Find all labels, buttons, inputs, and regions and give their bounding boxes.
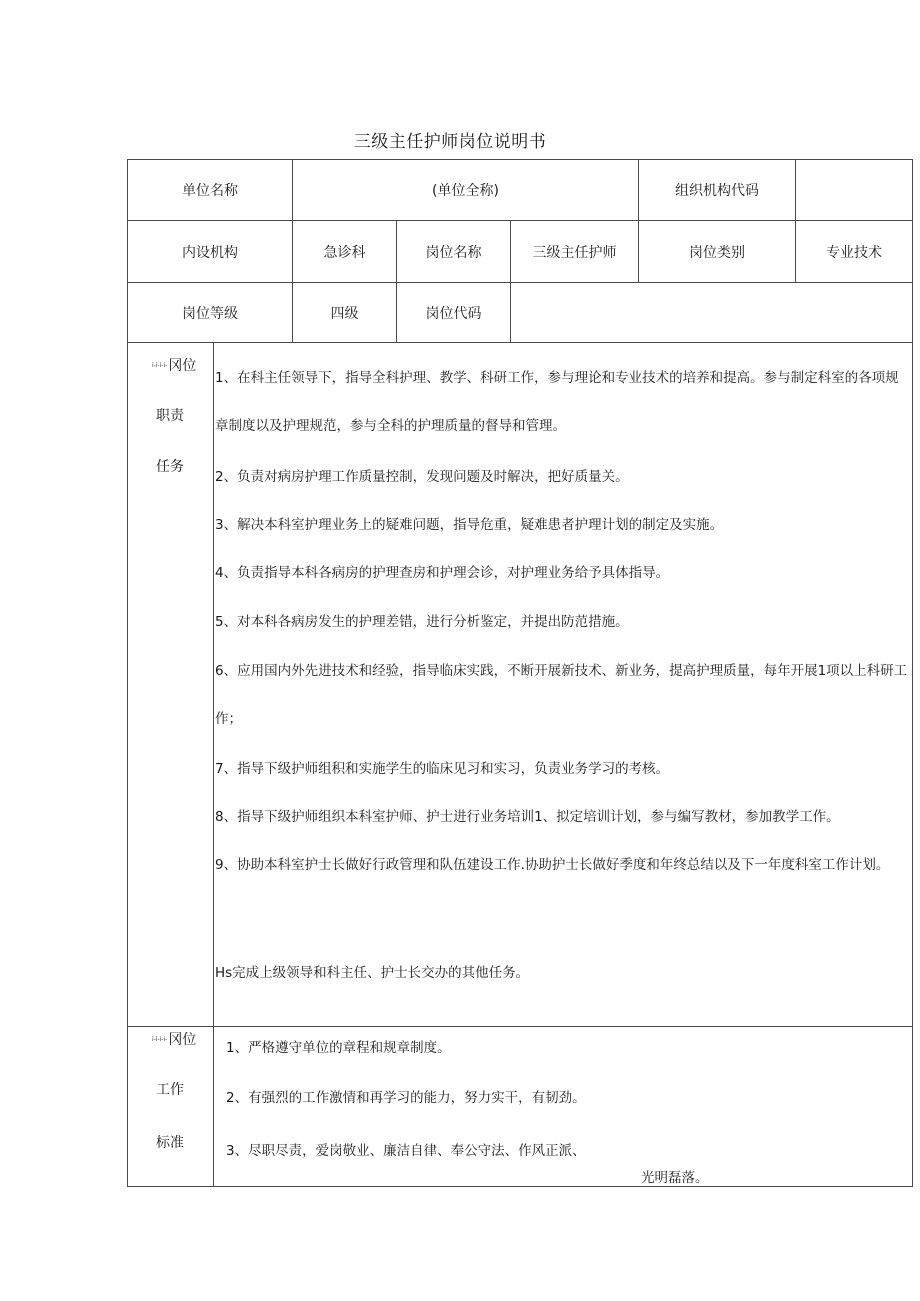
post-type-label: 岗位类别 — [689, 244, 745, 261]
standards-label-line3: 标准 — [156, 1135, 184, 1151]
post-type-value: 专业技术 — [826, 244, 882, 261]
duty-item-2: 2、负责对病房护理工作质量控制，发现问题及时解决，把好质量关。 — [215, 469, 629, 485]
duties-label-line2: 职责 — [156, 408, 184, 424]
unit-name-label: 单位名称 — [182, 183, 238, 199]
post-code-value — [511, 283, 912, 342]
standard-item-1: 1、严格遵守单位的章程和规章制度。 — [226, 1040, 451, 1056]
duty-item-10: Hs完成上级领导和科主任、护士长交办的其他任务。 — [215, 965, 530, 981]
dept-label: 内设机构 — [182, 244, 238, 261]
grade-label: 岗位等级 — [182, 305, 238, 322]
duty-item-5: 5、对本科各病房发生的护理差错，进行分析鉴定，并提出防范措施。 — [215, 614, 629, 630]
duty-item-1: 1、在科主任领导下，指导全科护理、教学、科研工作，参与理论和专业技术的培养和提高。参与制定科室的各项规章制度以及护理规范，参与全科的护理质量的督导和管理。 — [215, 370, 899, 434]
post-code-label: 岗位代码 — [425, 305, 482, 322]
grade-value: 四级 — [330, 305, 359, 322]
duties-label-line3: 任务 — [156, 459, 184, 475]
unit-name-value: (单位全称) — [432, 183, 499, 199]
standard-item-2: 2、有强烈的工作激情和再学习的能力，努力实干，有韧劲。 — [226, 1090, 586, 1106]
duty-item-6: 6、应用国内外先进技术和经验，指导临床实践，不断开展新技术、新业务，提高护理质量，每年开展1项以上科研工作； — [215, 663, 908, 727]
post-name-label: 岗位名称 — [425, 244, 482, 261]
org-code-label: 组织机构代码 — [675, 183, 759, 199]
duties-label-line1: $^{i-i-i-i-}$冈位 — [152, 358, 197, 374]
standard-item-3: 3、尽职尽责，爱岗敬业、廉洁自律、奉公守法、作风正派、 — [226, 1143, 586, 1159]
standards-label-line2: 工作 — [156, 1082, 184, 1098]
duty-item-7: 7、指导下级护师组积和实施学生的临床见习和实习，负责业务学习的考核。 — [215, 761, 670, 777]
duty-item-3: 3、解决本科室护理业务上的疑难问题，指导危重，疑难患者护理计划的制定及实施。 — [215, 517, 724, 533]
duty-item-4: 4、负责指导本科各病房的护理查房和护理会诊，对护理业务给予具体指导。 — [215, 565, 670, 581]
duty-item-8: 8、指导下级护师组织本科室护师、护士进行业务培训1、拟定培训计划，参与编写教材，参加教学工作。 — [215, 809, 840, 825]
duty-item-9: 9、协助本科室护士长做好行政管理和队伍建设工作.协助护士长做好季度和年终总结以及下一年度科室工作计划。 — [215, 857, 890, 873]
org-code-value — [796, 160, 912, 220]
post-name-value: 三级主任护师 — [532, 244, 617, 261]
dept-value: 急诊科 — [323, 244, 366, 261]
standard-item-3-continued: 光明磊落。 — [641, 1170, 709, 1186]
standards-label-line1: $^{i-i-i-i-}$冈位 — [152, 1032, 197, 1048]
document-title: 三级主任护师岗位说明书 — [353, 132, 547, 152]
